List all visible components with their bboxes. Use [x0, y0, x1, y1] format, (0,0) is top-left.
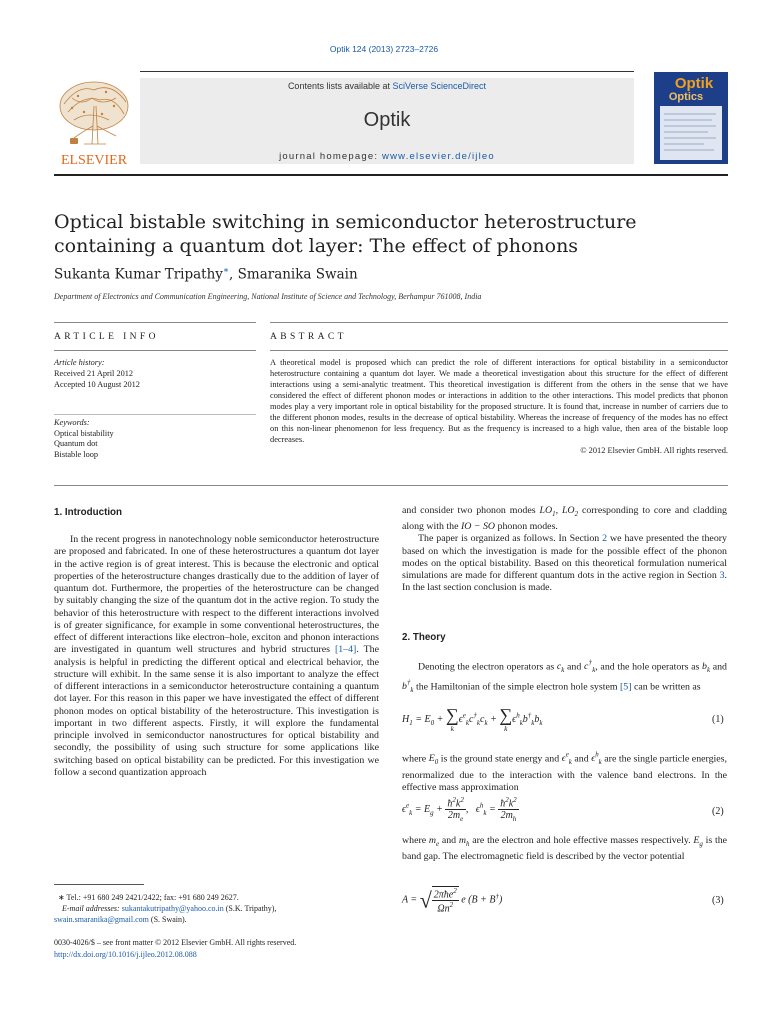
email-owner-2: (S. Swain). [148, 915, 187, 924]
th3-text: and [439, 835, 459, 846]
journal-name: Optik [363, 109, 411, 131]
th3-text: is the band gap. The electromagnetic field is described by the vector potential [402, 835, 728, 863]
email-owner-1: (S.K. Tripathy), [223, 904, 277, 913]
abstract-top-rule [270, 322, 728, 323]
theory-paragraph-3: where $m_e$ and $m_h$ are the electron and hole effective masses respectively. $E_g$ is the band gap. The electromagnetic field is described by the vector potential [402, 835, 728, 863]
elsevier-tree-icon [54, 76, 134, 166]
equation-3-number: (3) [712, 895, 724, 906]
th1-text: can be written as [631, 680, 701, 692]
th1-text: , and the hole operators as [595, 661, 703, 673]
author-separator: , [229, 266, 238, 283]
corresponding-author-mark[interactable]: ∗ [222, 266, 230, 276]
issn-line: 0030-4026/$ – see front matter © 2012 Elsevier GmbH. All rights reserved. [54, 938, 297, 947]
rc2-text-c: . In the last section conclusion is made. [402, 570, 727, 594]
io-so-mode: IO − SO [460, 521, 496, 533]
abstract-body [270, 357, 728, 456]
homepage-prefix: journal homepage: [279, 151, 383, 162]
th3-text: are the electron and hole effective masses respectively. [469, 835, 694, 846]
section-2-link[interactable]: 2 [602, 533, 608, 545]
introduction-heading: 1. Introduction [54, 507, 123, 518]
keywords-label: Keywords: [54, 418, 90, 427]
citation-link[interactable]: [5] [620, 680, 632, 692]
lo-mode: LO [539, 505, 553, 516]
author-list [54, 266, 358, 283]
accepted-date: Accepted 10 August 2012 [54, 380, 140, 389]
rc-text-c: phonon modes. [495, 521, 558, 533]
rc-text-b: corresponding to core and cladding along with the [402, 505, 727, 533]
th2-text: where [402, 753, 429, 765]
homepage-link[interactable]: www.elsevier.de/ijleo [382, 151, 495, 162]
masthead-bottom-rule [54, 174, 728, 176]
abstract-text: A theoretical model is proposed which can predict the role of different interactions for optical bistability in a semiconductor heterostructure containing a quantum dot layer. We made a theoretical investigation about this structure for the effect of different interactions using a semi-analytic treatment. This theoretical investigation is different from the others in the sense that we have considered the effect of different phonon modes or interactions in addition to the other interactions. This model predicts that phonon modes play a very important role in optical bistability for the proposed structure. It is found that, increase in number of carriers due to the different phonon modes, results in the decrease of optical bistability. Whereas the increase of frequency of the modes has no effect on this non-linear phenomenon for less frequency. But as the frequency is increased to a high value, then area of the bistable loop decreases. [270, 358, 728, 445]
footnote-mark: ∗ [58, 893, 65, 902]
th1-text: and [564, 661, 584, 673]
footnotes [54, 892, 384, 925]
email-label: E-mail addresses: [62, 904, 122, 913]
email-link-2[interactable]: swain.smaranika@gmail.com [54, 915, 149, 924]
intro-text-b: . The analysis is helpful in predicting the different optical and electrical behavior, the structure will exhibit. In the same sense it is also important to analyze the effect of different interactions in a semiconductor heterostructure containing a quantum dot layer. For this reason in this paper we have investigated the effect of different phonon modes on optical bistability of the heterostructure. This investigation is important in two different aspects. Firstly, it will explore the fundamental principle involved in semiconductor nanostructures for optical bistability and secondly, the possibility of using such structure for some applications like switching based on optical bistability can be predicted. For this investigation we follow a second quantization approach [54, 644, 379, 778]
equation-2-number: (2) [712, 806, 724, 817]
rc-text-a: and consider two phonon modes [402, 505, 540, 516]
equation-2: $\epsilon^e_k = E_g$ + $\frac{ħ^2k^2}{2m_e}$ , $\epsilon^h_k$ = $\frac{ħ^2k^2}{2m_h}$ [402, 796, 517, 824]
article-title: Optical bistable switching in semiconductor heterostructure containing a quantum dot layer: The effect of phonons [54, 211, 637, 257]
affiliation: Department of Electronics and Communication Engineering, National Institute of Science and Technology, Berhampur 761008, India [54, 292, 482, 301]
equation-1-number: (1) [712, 714, 724, 725]
elsevier-logo [54, 76, 134, 166]
keywords-divider [54, 414, 256, 415]
masthead-top-rule [140, 71, 634, 72]
cover-icon [654, 72, 728, 164]
email-link-1[interactable]: sukantakutripathy@yahoo.co.in [121, 904, 224, 913]
th2-text: and [571, 753, 592, 765]
keywords [54, 418, 254, 460]
author-1: Sukanta Kumar Tripathy [54, 266, 223, 283]
footnote-tel: Tel.: +91 680 249 2421/2422; fax: +91 680 249 2627. [64, 893, 239, 902]
th1-text: the Hamiltonian of the simple electron hole system [413, 680, 620, 692]
info-divider [54, 350, 256, 351]
th2-text: is the ground state energy and [438, 753, 562, 765]
abstract-divider [270, 350, 728, 351]
citation-link[interactable]: [1–4] [334, 644, 357, 656]
publisher-wordmark: ELSEVIER [60, 153, 128, 166]
received-date: Received 21 April 2012 [54, 369, 134, 378]
abstract-heading: ABSTRACT [270, 332, 347, 342]
th1-text: and [710, 661, 727, 673]
th2-text: are the single particle energies, renormalized due to the interaction with the valence band electrons. In the effective mass approximation [402, 753, 727, 793]
introduction-text [54, 534, 379, 779]
sciencedirect-link[interactable]: SciVerse ScienceDirect [392, 81, 487, 91]
lo-mode: LO [561, 505, 575, 516]
homepage-line [140, 151, 634, 162]
history-label: Article history: [54, 358, 105, 367]
info-top-rule [54, 322, 256, 323]
keyword: Bistable loop [54, 449, 99, 459]
front-matter [54, 937, 384, 960]
contents-prefix: Contents lists available at [287, 81, 393, 91]
author-2: Smaranika Swain [237, 266, 358, 283]
equation-1: $H_1 = E_0$ + ∑ k $\epsilon^e_kc^\dagger_kc_k$ + ∑ k $\epsilon^h_kb^\dagger_kb_k$ [402, 705, 543, 733]
intro-text-a: In the recent progress in nanotechnology noble semiconductor heterostructure are proposed and fabricated. In one of these heterostructures a quantum dot layer in the active region is of great interest. This is because the electronic and optical properties of the heterostructure changes drastically due to the addition of layer of quantum dot. Furthermore, the properties of the heterostructure can be changed by suitably changing the size of the quantum dot in the active region. To study the behavior of this heterostructure with respect to the different interactions involved is of greater significance, for example in some conventional heterostructures, the effect of different interactions like electron–hole, exciton and phonon interactions are investigated in quantum well structures and hybrid structures [54, 534, 379, 656]
intro-continued: and consider two phonon modes $LO_1$, $LO_2$ corresponding to core and cladding along with the IO − SO phonon modes. The paper is organized as follows. In Section 2 we have presented the theory based on which the investigation is made for the possible effect of the phonon modes on the optical bistability. Based on this theoretical formulation numerical simulations are made for different quantum dots in the active region in Section 3. In the last section conclusion is made. [402, 505, 727, 594]
footnote-rule [54, 884, 144, 885]
abstract-copyright: © 2012 Elsevier GmbH. All rights reserved. [580, 446, 728, 456]
theory-paragraph-2: where $E_0$ is the ground state energy and $\epsilon^e_k$ and $\epsilon^h_k$ are the single particle energies, renormalized due to the interaction with the valence band electrons. In the effective mass approximation [402, 752, 727, 793]
th1-text: Denoting the electron operators as [418, 661, 557, 673]
cover-subtitle: Optics [668, 91, 704, 103]
th3-text: where [402, 835, 429, 846]
journal-cover-image [654, 72, 728, 164]
keyword: Optical bistability [54, 428, 114, 438]
equation-3: A = √ $\frac{2\pi ħe^2}{\Omega n^2}$ e (B + B†) [402, 887, 503, 915]
rc2-text-b: we have presented the theory based on which the investigation is made for the possible effect of the phonon modes on the optical bistability. Based on this theoretical formulation numerical simulations are made for different quantum dots in the active region in Section [402, 533, 727, 582]
cover-title: Optik [674, 75, 714, 92]
section-3-link[interactable]: 3 [719, 570, 725, 582]
theory-paragraph-1: Denoting the electron operators as $c_k$ and $c^\dagger_k$, and the hole operators as $b_k$ and $b^\dagger_k$ the Hamiltonian of the simple electron hole system [5] can be written as [402, 660, 727, 694]
contents-line [140, 81, 634, 91]
keyword: Quantum dot [54, 439, 98, 448]
rc2-text-a: The paper is organized as follows. In Section [418, 533, 603, 545]
abstract-bottom-rule [54, 485, 728, 486]
article-history [54, 357, 254, 390]
doi-link[interactable]: http://dx.doi.org/10.1016/j.ijleo.2012.08.088 [54, 949, 197, 959]
article-info-heading: ARTICLE INFO [54, 332, 159, 342]
theory-heading: 2. Theory [402, 632, 446, 643]
journal-reference[interactable]: Optik 124 (2013) 2723–2726 [329, 44, 439, 54]
